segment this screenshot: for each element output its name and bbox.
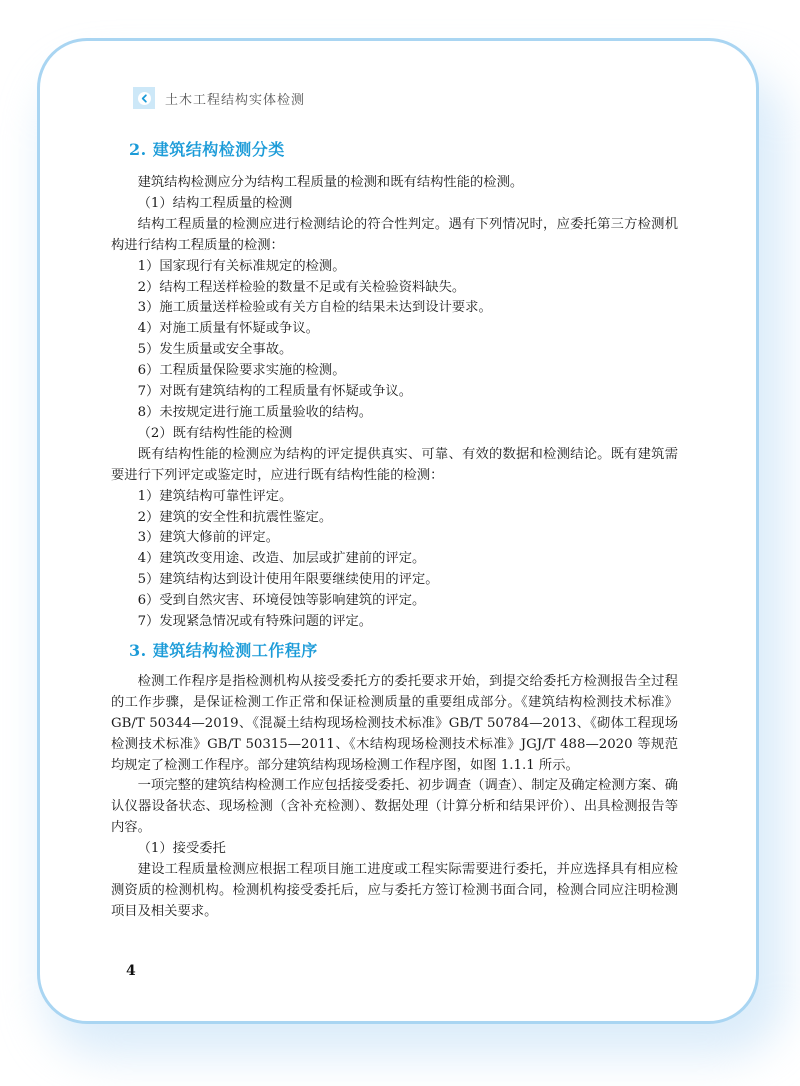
list-item: 3）施工质量送样检验或有关方自检的结果未达到设计要求。 <box>137 300 492 316</box>
page-number: 4 <box>126 963 136 979</box>
list-item: 1）建筑结构可靠性评定。 <box>137 488 293 504</box>
list-item: 8）未按规定进行施工质量验收的结构。 <box>137 404 373 420</box>
subsection-title: （2）既有结构性能的检测 <box>137 425 293 441</box>
paragraph: 一项完整的建筑结构检测工作应包括接受委托、初步调查（调查）、制定及确定检测方案、确认仪器设备状态、现场检测（含补充检测）、数据处理（计算分析和结果评价）、出具检测报告等内容。 <box>111 778 678 836</box>
subsection-title: （1）结构工程质量的检测 <box>137 195 293 211</box>
paragraph: 建筑结构检测应分为结构工程质量的检测和既有结构性能的检测。 <box>137 175 524 190</box>
back-button[interactable] <box>133 87 155 109</box>
paragraph: 结构工程质量的检测应进行检测结论的符合性判定。遇有下列情况时，应委托第三方检测机构进行结构工程质量的检测： <box>111 216 678 253</box>
subsection-title: （1）接受委托 <box>137 841 226 857</box>
list-item: 7）对既有建筑结构的工程质量有怀疑或争议。 <box>137 384 412 400</box>
list-item: 5）建筑结构达到设计使用年限要继续使用的评定。 <box>137 572 439 588</box>
list-item: 3）建筑大修前的评定。 <box>137 530 280 546</box>
list-item: 6）受到自然灾害、环境侵蚀等影响建筑的评定。 <box>137 593 426 609</box>
page-content <box>111 138 678 923</box>
list-item: 4）建筑改变用途、改造、加层或扩建前的评定。 <box>137 551 426 567</box>
list-item: 2）建筑的安全性和抗震性鉴定。 <box>137 509 333 525</box>
list-item: 7）发现紧急情况或有特殊问题的评定。 <box>137 614 373 630</box>
page-card <box>37 38 759 1024</box>
list-item: 5）发生质量或安全事故。 <box>137 342 293 358</box>
section-heading-3: 3. 建筑结构检测工作程序 <box>129 640 318 660</box>
chevron-left-icon <box>138 92 151 105</box>
list-item: 2）结构工程送样检验的数量不足或有关检验资料缺失。 <box>137 279 466 295</box>
list-item: 6）工程质量保险要求实施的检测。 <box>137 363 346 379</box>
paragraph: 检测工作程序是指检测机构从接受委托方的委托要求开始，到提交给委托方检测报告全过程的工作步骤，是保证检测工作正常和保证检测质量的重要组成部分。《建筑结构检测技术标准》GB/T 50344—2019、《混凝土结构现场检测技术标准》GB/T 50784—2013、《砌体工程现场检测技术标准》GB/T 50315—2011、《木结构现场检测技术标准》JGJ/T 488—2020 等规范均规定了检测工作程序。部分建筑结构现场检测工作程序图，如图 1.1.1 所示。 <box>111 673 678 773</box>
section-heading-2: 2. 建筑结构检测分类 <box>129 140 285 159</box>
running-header <box>133 86 305 110</box>
list-item: 1）国家现行有关标准规定的检测。 <box>137 258 346 274</box>
paragraph: 建设工程质量检测应根据工程项目施工进度或工程实际需要进行委托，并应选择具有相应检测资质的检测机构。检测机构接受委托后，应与委托方签订检测书面合同，检测合同应注明检测项目及相关要求。 <box>111 862 678 919</box>
paragraph: 既有结构性能的检测应为结构的评定提供真实、可靠、有效的数据和检测结论。既有建筑需要进行下列评定或鉴定时，应进行既有结构性能的检测： <box>111 446 678 483</box>
list-item: 4）对施工质量有怀疑或争议。 <box>137 321 319 337</box>
book-title: 土木工程结构实体检测 <box>165 92 306 108</box>
